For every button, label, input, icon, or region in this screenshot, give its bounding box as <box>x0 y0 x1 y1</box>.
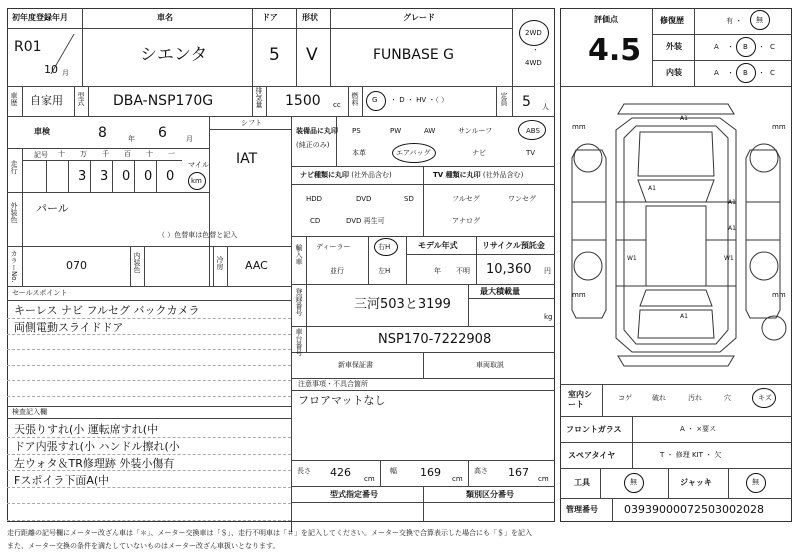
manual-label: 車両取説 <box>476 361 504 369</box>
aircon-label: 冷房 <box>216 256 224 270</box>
door-label: ドア <box>262 13 278 22</box>
warranty-label: 新車保証書 <box>338 361 373 369</box>
repair-options: 有 ・ <box>726 17 743 25</box>
first-reg-month: 10 <box>44 63 58 76</box>
navi-item: CD <box>310 217 321 225</box>
interior-sheet-item: 穴 <box>724 394 731 402</box>
diagram-mark-right-rear: A1 <box>728 225 736 232</box>
max-load-label: 最大積載量 <box>480 287 520 296</box>
capacity-label: 定員 <box>500 92 508 106</box>
model-year-value: 不明 <box>456 267 470 275</box>
fuel-g: G <box>372 96 378 104</box>
drive-sep: ・ <box>532 46 539 54</box>
notes-value: フロアマットなし <box>298 394 386 407</box>
mileage-digit-header: 一 <box>168 150 175 158</box>
mileage-digit: 3 <box>78 169 87 184</box>
mileage-unit-mile: マイル <box>188 161 209 169</box>
equipment-item: 本革 <box>352 149 366 157</box>
interior-color-label: 内装色 <box>133 252 141 273</box>
first-reg-month-unit: 月 <box>62 69 69 77</box>
navi-item: HDD <box>306 195 323 203</box>
sales-point-line: 両側電動スライドドア <box>14 321 124 334</box>
color-no-label: カラーNo. <box>10 250 18 283</box>
navi-label: ナビ種類に丸印 (社外品含む) <box>300 171 392 179</box>
height-unit: cm <box>538 475 549 483</box>
exterior-grade-a: A <box>714 43 719 51</box>
navi-item: DVD <box>356 195 372 203</box>
first-reg-label: 初年度登録年月 <box>12 13 68 22</box>
equipment-item: AW <box>424 127 436 135</box>
drive-2wd: 2WD <box>525 29 542 37</box>
fuel-label: 燃料 <box>351 92 359 106</box>
length-label: 長さ <box>297 467 311 475</box>
control-no-label: 管理番号 <box>566 505 598 514</box>
mileage-digit-header: 十 <box>146 150 153 158</box>
type-designation-label: 型式指定番号 <box>330 490 378 499</box>
navi-item: DVD 再生可 <box>346 217 385 225</box>
exterior-color-note: （ ）色替車は色替と記入 <box>158 231 238 239</box>
shift-value: IAT <box>236 151 258 167</box>
model-year-label: モデル年式 <box>418 241 458 250</box>
displacement-label: 排気量 <box>255 87 263 108</box>
interior-sheet-item: コゲ <box>618 394 632 402</box>
mileage-digit-header: 十 <box>58 150 65 158</box>
height-label: 高さ <box>474 467 488 475</box>
exterior-grade-c: C <box>770 43 775 51</box>
drive-4wd: 4WD <box>525 59 542 67</box>
shift-label: シフト <box>241 119 262 127</box>
aircon-value: AAC <box>245 259 268 272</box>
equipment-item: PW <box>390 127 402 135</box>
registration-value: 三河503と3199 <box>354 297 451 312</box>
windshield-value: A ・ ×要ス <box>680 425 717 433</box>
inspector-note-line: 天張りすれ(小 運転席すれ(中 <box>14 423 159 436</box>
exterior-color-label: 外装色 <box>10 202 18 223</box>
tire-mm-fr: mm <box>772 123 786 131</box>
capacity-unit: 人 <box>542 103 549 111</box>
exterior-grade-sep1: ・ <box>727 43 734 51</box>
equipment-item: サンルーフ <box>458 127 493 135</box>
tire-mm-rr: mm <box>772 291 786 299</box>
mileage-digit-header: 千 <box>102 150 109 158</box>
tv-label: TV 種類に丸印 (社外品含む) <box>433 171 524 179</box>
tv-item: アナログ <box>452 217 480 225</box>
fuel-other: ・ D ・ HV ・（ ） <box>390 96 449 104</box>
color-no-value: 070 <box>66 259 87 272</box>
diagram-mark-left-wheel: W1 <box>627 255 637 262</box>
import-left-h: 左H <box>378 267 391 275</box>
equipment-sub-label: (純正のみ) <box>296 141 330 149</box>
tire-mm-rl: mm <box>572 291 586 299</box>
model-year-unit: 年 <box>434 267 441 275</box>
jack-value: 無 <box>752 478 759 486</box>
import-parallel: 並行 <box>330 267 344 275</box>
interior-sheet-item: 汚れ <box>688 394 702 402</box>
recycle-unit: 円 <box>544 267 551 275</box>
inspection-year: 8 <box>98 125 107 141</box>
exterior-grade-sep2: ・ <box>758 43 765 51</box>
equipment-item: PS <box>352 127 361 135</box>
exterior-grade-label: 外装 <box>666 42 682 51</box>
grade-label: グレード <box>403 13 435 22</box>
repair-value: 無 <box>756 16 763 24</box>
jack-label: ジャッキ <box>680 478 712 487</box>
windshield-label: フロントガラス <box>566 425 622 434</box>
displacement-value: 1500 <box>285 93 321 109</box>
repair-label: 修復歴 <box>660 16 684 25</box>
scratch-circle <box>752 388 776 408</box>
interior-grade-b: B <box>743 69 748 77</box>
control-no-value: 03939000072503002028 <box>624 503 764 516</box>
equipment-item: ABS <box>526 127 540 135</box>
width-unit: cm <box>452 475 463 483</box>
tv-item: フルセグ <box>452 195 480 203</box>
inspection-year-unit: 年 <box>128 135 135 143</box>
mileage-label: 走行 <box>10 160 18 174</box>
notes-label: 注意事項・不具合箇所 <box>298 380 368 388</box>
width-value: 169 <box>420 466 441 479</box>
exterior-grade-b: B <box>743 43 748 51</box>
length-value: 426 <box>330 466 351 479</box>
model-code: DBA-NSP170G <box>113 93 214 109</box>
import-right-h: 右H <box>378 243 391 251</box>
interior-grade-sep1: ・ <box>727 69 734 77</box>
exterior-color-value: パール <box>36 202 69 215</box>
interior-grade-c: C <box>770 69 775 77</box>
model-label: 型式 <box>77 92 85 106</box>
diagram-mark-right-wheel: W1 <box>724 255 734 262</box>
mileage-digit: 0 <box>144 169 153 184</box>
interior-sheet-label: 室内シート <box>568 390 592 409</box>
category-label: 類別区分番号 <box>466 490 514 499</box>
diagram-mark-right-front: A1 <box>728 199 736 206</box>
tools-label: 工具 <box>574 478 590 487</box>
footer-note-1: 走行距離の記号欄にメーター改ざん車は「＊」、メーター交換車は「＄」、走行不明車は「＃」を記入してください。メーター交換で合算表示した場合にも「＄」を記入 <box>7 529 532 537</box>
equipment-item: エアバッグ <box>396 149 431 157</box>
height-value: 167 <box>508 466 529 479</box>
registration-label: 登録番号 <box>295 288 303 316</box>
interior-grade-label: 内装 <box>666 68 682 77</box>
navi-item: SD <box>404 195 414 203</box>
door-count: 5 <box>269 45 280 65</box>
inspection-label: 車検 <box>34 127 50 136</box>
spare-tire-value: T ・ 修理 KIT ・ 欠 <box>660 451 722 459</box>
car-use: 自家用 <box>30 94 63 107</box>
score-label: 評価点 <box>594 15 618 24</box>
mileage-unit-km: km <box>191 177 202 185</box>
footer-note-2: また、メーター交換の条件を満たしていないものはメーター改ざん車扱いとなります。 <box>7 542 280 550</box>
grade-value: FUNBASE G <box>373 47 454 63</box>
shape-value: V <box>306 45 318 65</box>
interior-grade-sep2: ・ <box>758 69 765 77</box>
tv-item: ワンセグ <box>508 195 536 203</box>
inspector-note-line: 左ウォタ＆TR修理跡 外装小傷有 <box>14 457 175 470</box>
import-dealer: ディーラー <box>316 243 351 251</box>
inspection-month: 6 <box>158 125 167 141</box>
shape-label: 形状 <box>302 13 318 22</box>
recycle-value: 10,360 <box>486 262 532 277</box>
interior-sheet-item: 破れ <box>652 394 666 402</box>
tools-value: 無 <box>630 478 637 486</box>
chassis-value: NSP170-7222908 <box>378 332 492 347</box>
equipment-label: 装備品に丸印 <box>296 127 338 135</box>
interior-sheet-item: キズ <box>758 394 772 402</box>
first-reg-era: R01 <box>14 39 42 55</box>
width-label: 幅 <box>390 467 397 475</box>
inspection-month-unit: 月 <box>186 135 193 143</box>
equipment-item: ナビ <box>472 149 486 157</box>
inspector-label: 検査記入欄 <box>12 408 47 416</box>
mileage-digit: 0 <box>166 169 175 184</box>
car-name: シエンタ <box>140 45 208 65</box>
airbag-circle <box>392 143 436 163</box>
car-name-label: 車名 <box>157 13 173 22</box>
sales-point-line: キーレス ナビ フルセグ バックカメラ <box>14 304 200 317</box>
mileage-sub-label: 記号 <box>34 151 48 159</box>
interior-grade-a: A <box>714 69 719 77</box>
mileage-digit-header: 百 <box>124 150 131 158</box>
recycle-label: リサイクル預託金 <box>482 241 545 250</box>
tire-mm-fl: mm <box>572 123 586 131</box>
mileage-digit: 3 <box>100 169 109 184</box>
chassis-label: 車台番号 <box>295 328 303 356</box>
score-value: 4.5 <box>588 33 642 68</box>
inspector-note-line: Fスポイラ下面A(中 <box>14 474 110 487</box>
length-unit: cm <box>364 475 375 483</box>
abs-circle <box>518 120 546 140</box>
diagram-mark-rear-bumper: A1 <box>680 313 688 320</box>
displacement-unit: cc <box>333 101 341 109</box>
car-damage-diagram <box>562 90 790 380</box>
diagram-mark-front-bumper: A1 <box>680 115 688 122</box>
sales-points-label: セールスポイント <box>12 289 68 297</box>
mileage-digit-header: 万 <box>80 150 87 158</box>
import-label: 輸入車 <box>295 244 303 265</box>
spare-tire-label: スペアタイヤ <box>568 451 616 460</box>
mileage-digit: 0 <box>122 169 131 184</box>
inspector-note-line: ドア内張すれ(小 ハンドル擦れ(小 <box>14 440 180 453</box>
equipment-item: TV <box>526 149 536 157</box>
capacity-value: 5 <box>522 94 531 110</box>
car-use-label: 車歴 <box>10 92 18 106</box>
diagram-mark-hood: A1 <box>648 185 656 192</box>
max-load-unit: kg <box>544 313 553 321</box>
